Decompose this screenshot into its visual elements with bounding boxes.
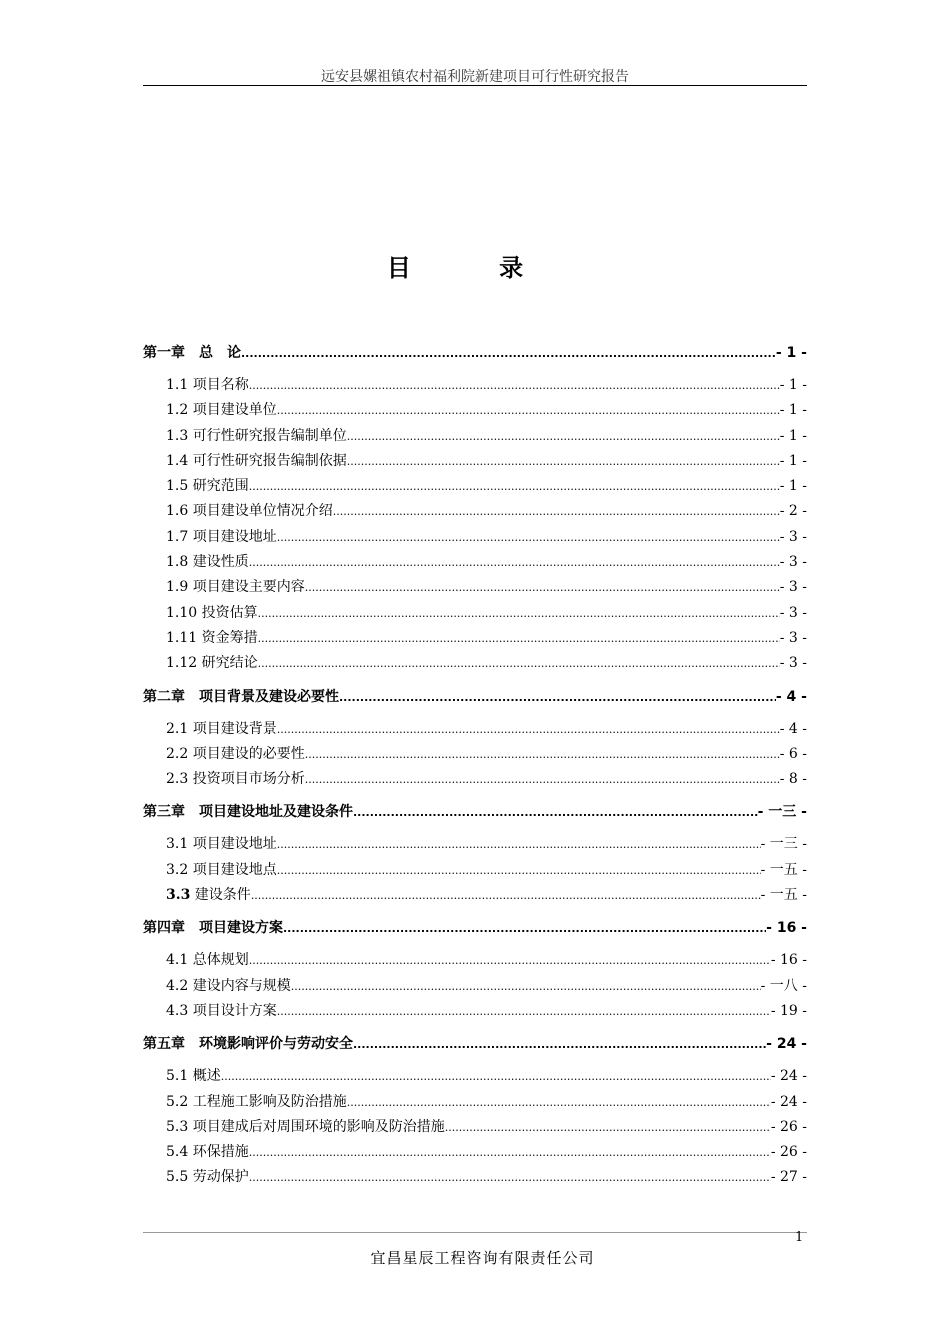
toc-entry-page: - 27 - xyxy=(770,1169,807,1186)
toc-section-entry[interactable] xyxy=(143,832,807,857)
toc-entry-page: - 一五 - xyxy=(760,861,807,878)
toc-section-entry[interactable] xyxy=(143,474,807,499)
toc-dot-leader xyxy=(221,1064,771,1089)
toc-section-entry[interactable] xyxy=(143,767,807,792)
toc-section-entry[interactable] xyxy=(143,1115,807,1140)
toc-chapter-entry[interactable] xyxy=(143,798,807,826)
toc-entry-label: 3.2 项目建设地点 xyxy=(166,861,277,878)
toc-entry-label: 5.4 环保措施 xyxy=(166,1144,249,1161)
toc-title: 目 录 xyxy=(386,254,564,282)
toc-section-entry[interactable] xyxy=(143,373,807,398)
toc-dot-leader xyxy=(347,1090,771,1115)
toc-entry-label: 第五章 环境影响评价与劳动安全 xyxy=(143,1036,353,1053)
toc-entry-page: - 1 - xyxy=(779,427,807,444)
toc-entry-label: 5.3 项目建成后对周围环境的影响及防治措施 xyxy=(166,1118,445,1135)
toc-dot-leader xyxy=(249,474,780,499)
toc-section-entry[interactable] xyxy=(143,525,807,550)
toc-dot-leader xyxy=(249,1165,771,1190)
toc-dot-leader xyxy=(339,684,776,712)
toc-dot-leader xyxy=(283,915,766,943)
toc-entry-label: 1.6 项目建设单位情况介绍 xyxy=(166,503,333,520)
toc-entry-label: 第三章 项目建设地址及建设条件 xyxy=(143,804,353,821)
toc-dot-leader xyxy=(249,948,771,973)
toc-chapter-entry[interactable] xyxy=(143,914,807,942)
toc-entry-page: - 一三 - xyxy=(760,836,807,853)
toc-dot-leader xyxy=(258,601,780,626)
toc-section-entry[interactable] xyxy=(143,626,807,651)
toc-entry-page: - 8 - xyxy=(779,771,807,788)
toc-section-entry[interactable] xyxy=(143,601,807,626)
toc-section-entry[interactable] xyxy=(143,999,807,1024)
toc-entry-page: - 26 - xyxy=(770,1118,807,1135)
toc-dot-leader xyxy=(249,1140,771,1165)
toc-entry-label: 4.1 总体规划 xyxy=(166,952,249,969)
toc-entry-label: 5.5 劳动保护 xyxy=(166,1169,249,1186)
toc-entry-page: - 24 - xyxy=(770,1068,807,1085)
toc-entry-page: - 1 - xyxy=(779,478,807,495)
toc-entry-label: 5.2 工程施工影响及防治措施 xyxy=(166,1093,347,1110)
page-footer: 宜昌星辰工程咨询有限责任公司 xyxy=(370,1249,595,1267)
toc-chapter-entry[interactable] xyxy=(143,683,807,711)
toc-section-entry[interactable] xyxy=(143,742,807,767)
toc-dot-leader xyxy=(291,974,761,999)
toc-section-entry[interactable] xyxy=(143,499,807,524)
toc-dot-leader xyxy=(305,575,780,600)
toc-chapter-entry[interactable] xyxy=(143,339,807,367)
page-number: 1 xyxy=(795,1230,804,1245)
toc-entry-label: 2.3 投资项目市场分析 xyxy=(166,771,305,788)
toc-entry-page: - 一三 - xyxy=(757,804,807,821)
toc-entry-page: - 3 - xyxy=(779,629,807,646)
toc-section-entry[interactable] xyxy=(143,717,807,742)
page-header: 远安县嫘祖镇农村福利院新建项目可行性研究报告 xyxy=(321,69,629,85)
toc-entry-label: 第一章 总 论 xyxy=(143,345,241,361)
toc-entry-label: 1.11 资金筹措 xyxy=(166,629,258,646)
toc-entry-page: - 一八 - xyxy=(760,977,807,994)
toc-entry-label: 1.10 投资估算 xyxy=(166,604,258,621)
toc-dot-leader xyxy=(445,1115,771,1140)
toc-entry-label: 1.1 项目名称 xyxy=(166,377,249,393)
toc-dot-leader xyxy=(241,340,776,368)
toc-entry-page: - 3 - xyxy=(779,655,807,672)
toc-dot-leader xyxy=(277,525,780,550)
toc-entry-page: - 4 - xyxy=(775,688,807,705)
toc-dot-leader xyxy=(258,651,780,676)
toc-dot-leader xyxy=(353,799,758,827)
toc-entry-label: 1.2 项目建设单位 xyxy=(166,402,277,419)
toc-dot-leader xyxy=(277,999,771,1024)
toc-section-entry[interactable] xyxy=(143,550,807,575)
toc-dot-leader xyxy=(277,717,780,742)
toc-entry-page: - 4 - xyxy=(779,720,807,737)
toc-dot-leader xyxy=(347,424,780,449)
toc-section-entry[interactable] xyxy=(143,974,807,999)
toc-entry-page: - 一五 - xyxy=(760,887,807,904)
header-rule xyxy=(143,85,807,86)
toc-entry-label: 1.3 可行性研究报告编制单位 xyxy=(166,427,347,444)
toc-entry-label: 1.12 研究结论 xyxy=(166,655,258,672)
toc-dot-leader xyxy=(347,449,780,474)
toc-section-entry[interactable] xyxy=(143,883,807,908)
toc-dot-leader xyxy=(249,373,780,398)
toc-entry-page: - 1 - xyxy=(779,402,807,419)
toc-entry-page: - 19 - xyxy=(770,1002,807,1019)
toc-entry-label: 3.3 建设条件 xyxy=(166,887,251,904)
toc-section-entry[interactable] xyxy=(143,398,807,423)
toc-entry-label: 1.5 研究范围 xyxy=(166,478,249,495)
toc-entry-page: - 1 - xyxy=(779,377,807,393)
toc-section-entry[interactable] xyxy=(143,651,807,676)
toc-section-entry[interactable] xyxy=(143,1090,807,1115)
toc-dot-leader xyxy=(333,499,780,524)
footer-rule xyxy=(143,1232,807,1233)
toc-chapter-entry[interactable] xyxy=(143,1030,807,1058)
toc-dot-leader xyxy=(251,883,761,908)
toc-entry-label: 第四章 项目建设方案 xyxy=(143,920,283,937)
toc-entry-label: 2.2 项目建设的必要性 xyxy=(166,745,305,762)
toc-section-entry[interactable] xyxy=(143,1064,807,1089)
toc-dot-leader xyxy=(249,550,780,575)
toc-entry-page: - 3 - xyxy=(779,554,807,571)
toc-entry-page: - 1 - xyxy=(775,345,807,361)
toc-dot-leader xyxy=(305,767,780,792)
toc-entry-page: - 16 - xyxy=(766,920,807,937)
toc-dot-leader xyxy=(277,858,761,883)
toc-entry-label: 1.7 项目建设地址 xyxy=(166,528,277,545)
toc-entry-page: - 24 - xyxy=(770,1093,807,1110)
toc-entry-label: 1.9 项目建设主要内容 xyxy=(166,579,305,596)
toc-entry-page: - 1 - xyxy=(779,452,807,469)
toc-entry-label: 2.1 项目建设背景 xyxy=(166,720,277,737)
toc-entry-label: 4.2 建设内容与规模 xyxy=(166,977,291,994)
toc-entry-page: - 16 - xyxy=(770,952,807,969)
toc-section-entry[interactable] xyxy=(143,575,807,600)
toc-entry-label: 5.1 概述 xyxy=(166,1068,221,1085)
toc-entry-page: - 3 - xyxy=(779,528,807,545)
toc-entry-label: 1.4 可行性研究报告编制依据 xyxy=(166,452,347,469)
toc-dot-leader xyxy=(258,626,780,651)
toc-entry-page: - 26 - xyxy=(770,1144,807,1161)
toc-entry-page: - 3 - xyxy=(779,604,807,621)
toc-section-entry[interactable] xyxy=(143,858,807,883)
toc-section-entry[interactable] xyxy=(143,424,807,449)
table-of-contents xyxy=(143,338,807,1191)
toc-dot-leader xyxy=(353,1031,766,1059)
toc-section-entry[interactable] xyxy=(143,948,807,973)
toc-entry-label: 3.1 项目建设地址 xyxy=(166,836,277,853)
toc-entry-label: 1.8 建设性质 xyxy=(166,554,249,571)
toc-section-entry[interactable] xyxy=(143,1140,807,1165)
toc-entry-page: - 6 - xyxy=(779,745,807,762)
toc-entry-label: 4.3 项目设计方案 xyxy=(166,1002,277,1019)
toc-dot-leader xyxy=(305,742,780,767)
toc-entry-page: - 2 - xyxy=(779,503,807,520)
toc-entry-page: - 24 - xyxy=(766,1036,807,1053)
toc-section-entry[interactable] xyxy=(143,449,807,474)
toc-section-entry[interactable] xyxy=(143,1165,807,1190)
toc-dot-leader xyxy=(277,832,761,857)
toc-entry-page: - 3 - xyxy=(779,579,807,596)
toc-entry-label: 第二章 项目背景及建设必要性 xyxy=(143,688,339,705)
toc-dot-leader xyxy=(277,398,780,423)
